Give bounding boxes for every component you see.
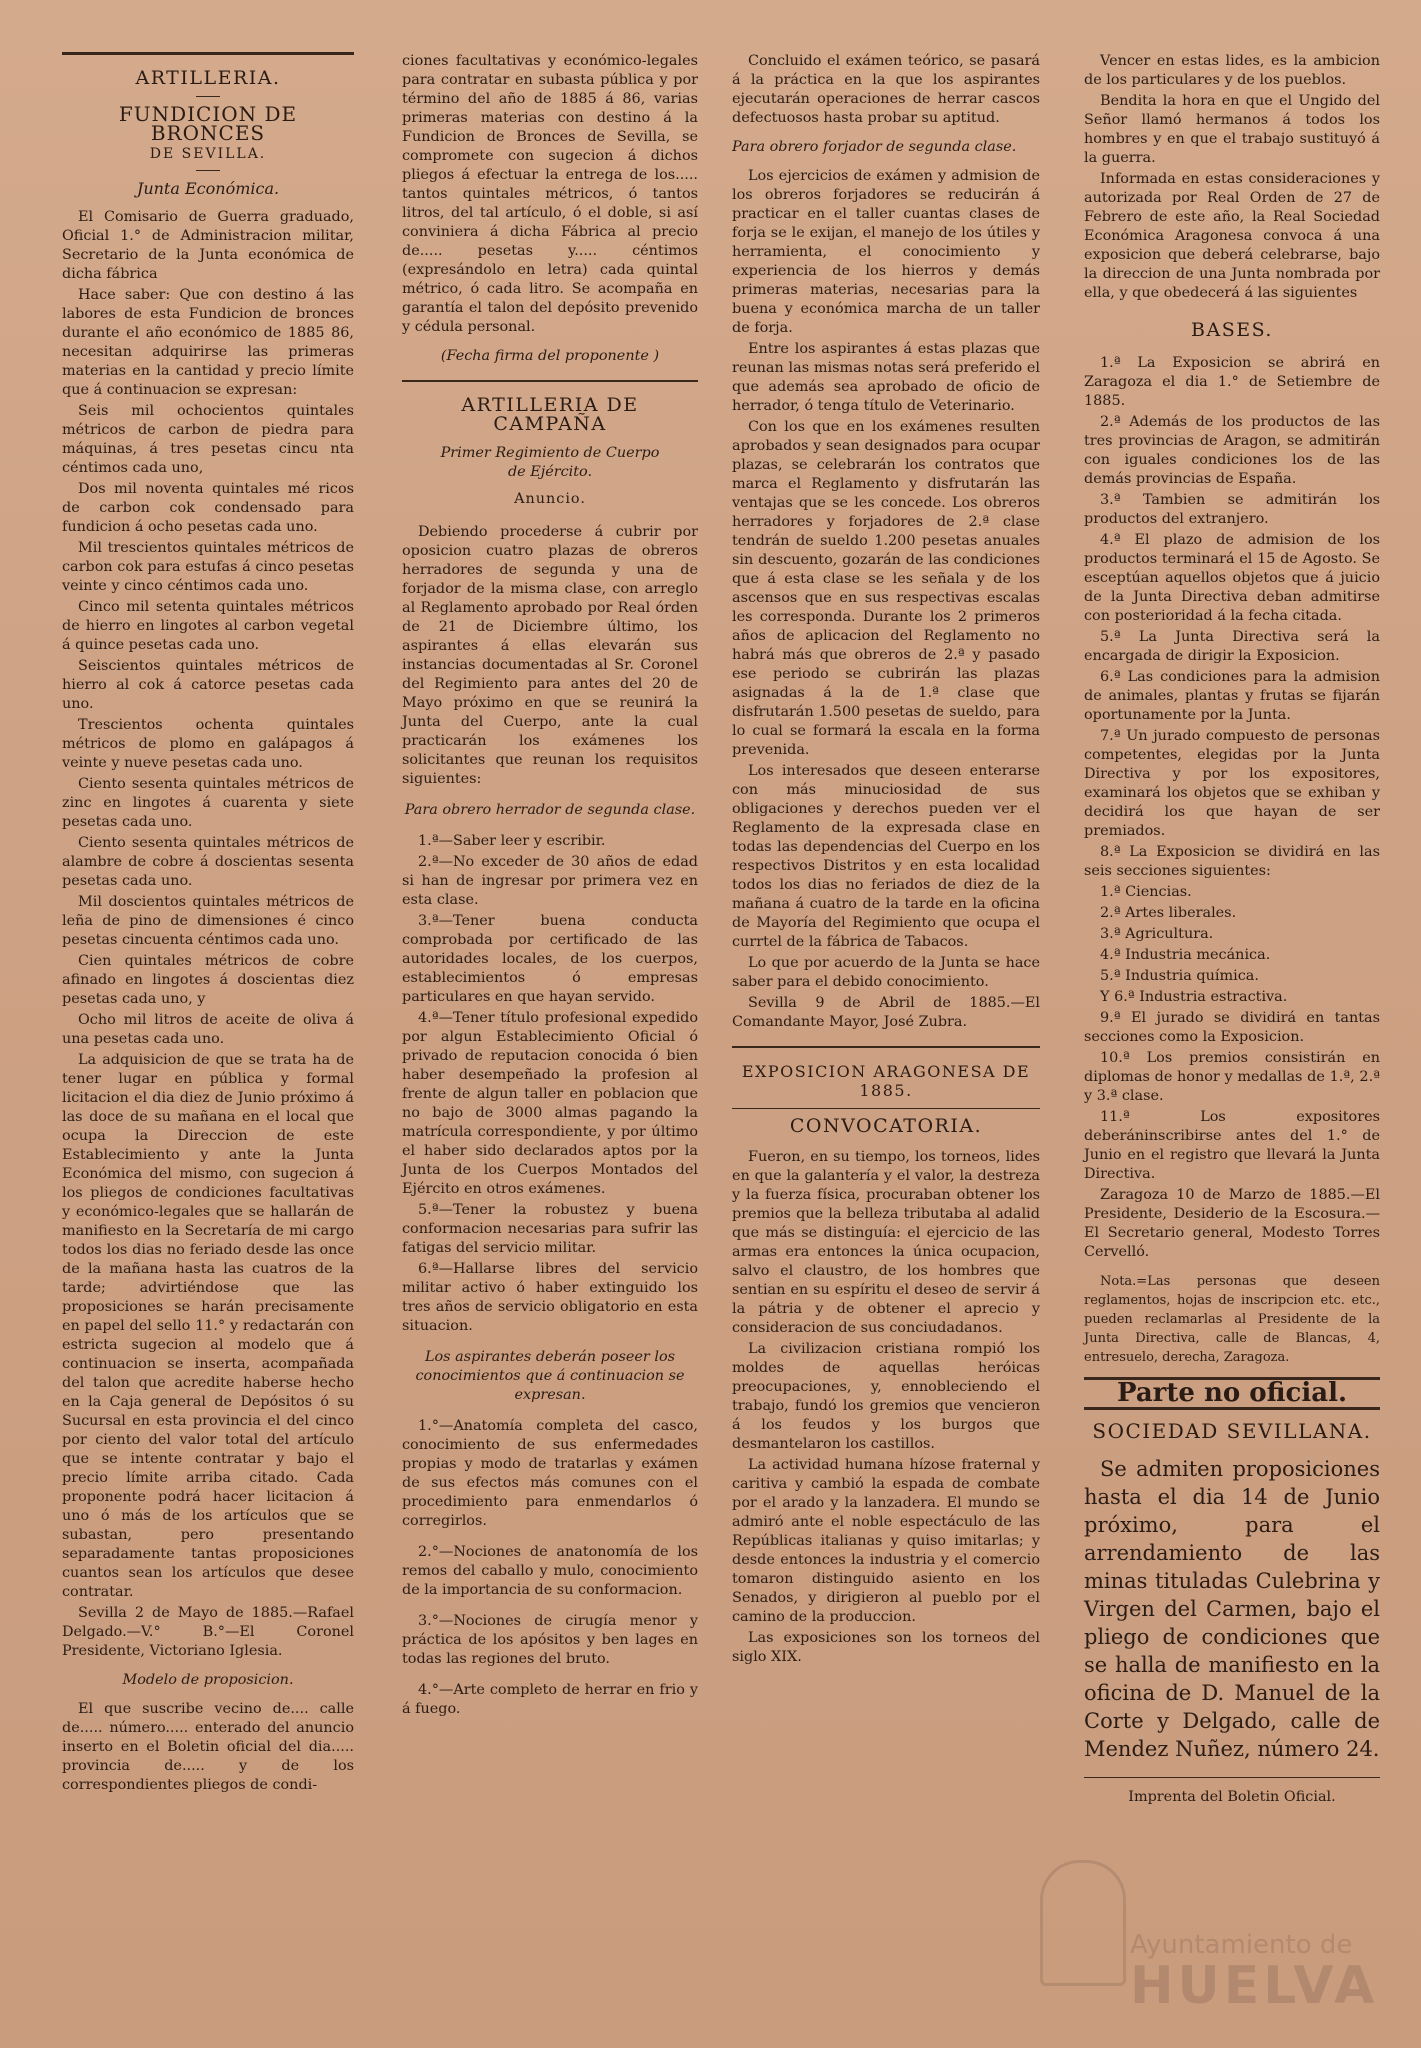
herrador-heading: Para obrero herrador de segunda clase. — [404, 802, 696, 818]
paragraph: Cinco mil setenta quintales métricos de hierro en lingotes al carbon vegetal á quince pesetas cada uno. — [62, 599, 354, 653]
column-2 — [402, 52, 698, 1731]
anuncio-intro: Debiendo procederse á cubrir por oposicion cuatro plazas de obreros herradores de segunda y una de forjador de la misma clase, con arreglo al Reglamento aprobado por Real órden de 21 de Diciembre último, los aspirantes á ellas elevarán sus instancias documentadas al Sr. Coronel del Regimiento para antes del 20 de Mayo próximo en que se reunirá la Junta del Cuerpo, ante la cual practicarán los exámenes los solicitantes que reunan los requisitos siguientes: — [402, 524, 698, 787]
junta-heading: Junta Económica. — [136, 179, 280, 198]
paragraph: 9.ª El jurado se dividirá en tantas secciones como la Exposicion. — [1084, 1010, 1380, 1045]
parte-no-oficial: Parte no oficial. — [1084, 1377, 1380, 1410]
paragraph: La adquisicion de que se trata ha de tener lugar en pública y formal licitacion el dia diez de Junio próximo á las doce de su mañana en el local que ocupa la Direccion de este Establecimiento y ante la Junta Económica del mismo, con sugecion á los pliegos de condiciones facultativas y económico-legales que se hallarán de manifiesto en la Secretaría de mi cargo todos los dias no feriado desde las once de la mañana hasta las cuatros de la tarde; advirtiéndose que las proposiciones se harán precisamente en papel del sello 11.° y redactarán con estricta sugecion al modelo que á continuacion se inserta, acompañada del talon que acredite haberse hecho en la Caja general de Depósitos ó su Sucursal en esta provincia el del cinco por ciento del valor total del artículo que se intente contratar y bajo el precio límite arriba citado. Cada proponente podrá hacer licitacion á uno ó más de los artículos que se subastan, pero presentando separadamente tantas proposiciones cuantos sean los artículos que desee contratar. — [62, 1052, 354, 1600]
forjador-heading: Para obrero forjador de segunda clase. — [732, 139, 1017, 155]
paragraph: Los ejercicios de exámen y admision de los obreros forjadores se reducirán á practicar en el taller cuantas clases de forja se le exijan, el manejo de los útiles y herramienta, el conocimiento y experiencia de los hierros y demás primeras materias, necesarias para la buena y económica marcha de un taller de forja. — [732, 168, 1040, 336]
paragraph: Informada en estas consideraciones y autorizada por Real Orden de 27 de Febrero de este año, la Real Sociedad Económica Aragonesa convoca á una exposicion que deberá celebrarse, bajo la direccion de una Junta nombrada por ella, y que obedecerá á las siguientes — [1084, 171, 1380, 301]
sociedad-text: Se admiten proposiciones hasta el dia 14 de Junio próximo, para el arrendamiento de las minas tituladas Culebrina y Virgen del Carmen, bajo el pliego de condiciones que se halla de manifiesto en la oficina de D. Manuel de la Corte y Delgado, calle de Mendez Nuñez, número 24. — [1084, 1457, 1380, 1761]
archive-watermark: Ayuntamiento de HUELVA — [1130, 1930, 1379, 2016]
paragraph: Fueron, en su tiempo, los torneos, lides en que la galantería y el valor, la destreza y la fuerza física, procuraban obtener los premios que la belleza tributaba al adalid que más se distinguía: el ejercicio de las armas era entonces la única ocupacion, salvo el claustro, de los hombres que sentian en su espíritu el deseo de servir á la pátria y de obtener el aprecio y consideracion de sus conciudadanos. — [732, 1149, 1040, 1336]
column-3 — [732, 52, 1040, 1669]
paragraph: 1.ª—Saber leer y escribir. — [418, 833, 606, 849]
paragraph: 4.ª—Tener título profesional expedido por algun Establecimiento Oficial ó privado de reputacion conocida ó bien haber desempeñado la profesion al frente de algun taller en poblacion que no bajo de 3000 almas pagando la matrícula correspondiente, y por último el haber sido declarados aptos por la Junta de los Cuerpos Montados del Ejército en otros exámenes. — [402, 1010, 698, 1197]
knowledge-heading: Los aspirantes deberán poseer los conocimientos que á continuacion se expresan. — [415, 1349, 685, 1403]
paragraph: 2.ª Además de los productos de las tres provincias de Aragon, se admitirán con iguales condiciones los de las demás provincias de España. — [1084, 414, 1380, 487]
paragraph: Hace saber: Que con destino á las labores de esta Fundicion de bronces durante el año económico de 1885 86, necesitan adquirirse las primeras materias en la cantidad y precio límite que á continuacion se expresan: — [62, 287, 354, 398]
bases-list-2 — [1084, 1009, 1380, 1262]
paragraph: El Comisario de Guerra graduado, Oficial 1.° de Administracion militar, Secretario de la Junta económica de dicha fábrica — [62, 209, 354, 282]
signature-line: (Fecha firma del proponente ) — [440, 348, 660, 364]
paragraph: 4.ª Industria mecánica. — [1100, 947, 1271, 963]
paragraph: 5.ª La Junta Directiva será la encargada de dirigir la Exposicion. — [1084, 629, 1380, 664]
model-text: El que suscribe vecino de.... calle de..... número..... enterado del anuncio inserto en el Boletin oficial del dia..... provincia de..... y de los correspondientes pliegos de condi- — [62, 1701, 354, 1793]
top-rule — [62, 52, 354, 55]
paragraph: Los interesados que deseen enterarse con más minuciosidad de sus obligaciones y derechos pueden ver el Reglamento de la expresada clase en todas las dependencias del Cuerpo en los respectivos Distritos y en esta localidad todos los dias no feriados de diez de la mañana á cuatro de la tarde en la oficina de Mayoría del Regimiento que ocupa el currtel de la fábrica de Tabacos. — [732, 763, 1040, 950]
column-4 — [1084, 52, 1380, 1809]
paragraph: Vencer en estas lides, es la ambicion de los particulares y de los pueblos. — [1084, 53, 1380, 88]
bases-list — [1084, 354, 1380, 881]
paragraph: 6.ª Las condiciones para la admision de animales, plantas y frutas se fijarán oportunamente por la Junta. — [1084, 669, 1380, 723]
paragraph: 5.ª Industria química. — [1100, 968, 1259, 984]
paragraph: La actividad humana hízose fraternal y caritiva y cambió la espada de combate por el arado y la lanzadera. El mundo se admiró ante el noble espectáculo de las Repúblicas italianas y quiso imitarlas; y desde entonces la industria y el comercio tomaron distinguido asiento en los Senados, y dirigieron al pueblo por el camino de la produccion. — [732, 1457, 1040, 1625]
paragraph: Ciento sesenta quintales métricos de zinc en lingotes á cuarenta y siete pesetas cada uno. — [62, 776, 354, 830]
paragraph: 1.ª Ciencias. — [1100, 884, 1192, 900]
exam-continuation: Concluido el exámen teórico, se pasará á la práctica en la que los aspirantes ejecutarán operaciones de herrar cascos defectuosos hasta probar su aptitud. — [732, 53, 1040, 126]
column-1 — [62, 52, 354, 1797]
paragraph: Bendita la hora en que el Ungido del Señor llamó hermanos á todos los hombres y en que el trabajo sustituyó á la guerra. — [1084, 93, 1380, 166]
paragraph: Entre los aspirantes á estas plazas que reunan las mismas notas será preferido el que además sea aprobado de oficio de herrador, ó tenga título de Veterinario. — [732, 341, 1040, 414]
exposicion-paragraphs — [732, 1148, 1040, 1667]
paragraph: Seis mil ochocientos quintales métricos de carbon de piedra para máquinas, á tres pesetas cincu nta céntimos cada uno, — [62, 403, 354, 476]
paragraph: 2.°—Nociones de anatonomía de los remos del caballo y mulo, conocimiento de la importancia de su conformacion. — [402, 1544, 698, 1598]
anuncio-heading: Anuncio. — [514, 491, 586, 507]
bases-title: BASES. — [1191, 319, 1273, 341]
sociedad-title: SOCIEDAD SEVILLANA. — [1092, 1419, 1372, 1443]
paragraph: Ocho mil litros de aceite de oliva á una pesetas cada uno. — [62, 1012, 354, 1047]
paragraph: Zaragoza 10 de Marzo de 1885.—El Presidente, Desiderio de la Escosura.—El Secretario general, Modesto Torres Cervelló. — [1084, 1187, 1380, 1260]
paragraph: 7.ª Un jurado compuesto de personas competentes, elegidas por la Junta Directiva y por los expositores, examinará los objetos que se exhiban y decidirá los que hayan de ser premiados. — [1084, 728, 1380, 839]
paragraph: 8.ª La Exposicion se dividirá en las seis secciones siguientes: — [1084, 844, 1380, 879]
col3-paragraphs — [732, 167, 1040, 1032]
paragraph: 6.ª—Hallarse libres del servicio militar activo ó haber extinguido los tres años de servicio obligatorio en esta situacion. — [402, 1261, 698, 1334]
requirements-list — [402, 832, 698, 1336]
paragraph: Mil trescientos quintales métricos de carbon cok para estufas á cinco pesetas veinte y cinco céntimos cada uno. — [62, 540, 354, 594]
convocatoria-title: CONVOCATORIA. — [789, 1115, 983, 1137]
col1-paragraphs — [62, 208, 354, 1661]
paragraph: Lo que por acuerdo de la Junta se hace saber para el debido conocimiento. — [732, 955, 1040, 990]
paragraph: Con los que en los exámenes resulten aprobados y sean designados para ocupar plazas, se celebrarán los contratos que marca el Reglamento y disfrutarán las ventajas que se les concede. Los obreros herradores y forjadores de 2.ª clase tendrán de sueldo 1.200 pesetas anuales sin descuento, gozarán de las condiciones que á esta clase se les señala y de los ascensos que en sus respectivas escalas les corresponda. Durante los 2 primeros años de aplicacion del Reglamento no habrá más que obreros de 2.ª y pasado ese periodo se cubrirán las plazas asignadas á la de 1.ª clase que disfrutarán 1.500 pesetas de sueldo, para lo cual se formará la escala en la forma prevenida. — [732, 419, 1040, 758]
paragraph: 1.ª La Exposicion se abrirá en Zaragoza el dia 1.° de Setiembre de 1885. — [1084, 355, 1380, 409]
paragraph: Las exposiciones son los torneos del siglo XIX. — [732, 1630, 1040, 1665]
paragraph: 3.ª Tambien se admitirán los productos del extranjero. — [1084, 492, 1380, 527]
paragraph: 4.°—Arte completo de herrar en frio y á fuego. — [402, 1682, 698, 1717]
paragraph: 3.ª—Tener buena conducta comprobada por certificado de las autoridades locales, de los cuerpos, establecimientos ó empresas particulares en que hayan servido. — [402, 913, 698, 1005]
model-continuation: ciones facultativas y económico-legales para contratar en subasta pública y por término del año de 1885 á 86, varias primeras materias con destino á la Fundicion de Bronces de Sevilla, se compromete con sugecion á dichos pliegos á efectuar la entrega de los..... tantos quintales métricos, ó tantos litros, del tal artículo, ó el doble, si así conviniera á dicha Fábrica al precio de..... pesetas y..... céntimos (expresándolo en letra) cada quintal métrico, ó cada litro. Se acompaña en garantía el talon del depósito prevenido y cédula personal. — [402, 53, 698, 335]
artilleria-campana-title: ARTILLERIA DE CAMPAÑA — [461, 394, 639, 435]
paragraph: 1.°—Anatomía completa del casco, conocimiento de sus enfermedades propias y modo de tratarlas y exámen de sus efectos más comunes con el procedimiento para enmendarlos ó corregirlos. — [402, 1418, 698, 1529]
paragraph: Sevilla 2 de Mayo de 1885.—Rafael Delgado.—V.° B.°—El Coronel Presidente, Victoriano Iglesia. — [62, 1605, 354, 1659]
paragraph: Mil doscientos quintales métricos de leña de pino de dimensiones é cinco pesetas cincuenta céntimos cada uno. — [62, 894, 354, 948]
model-title: Modelo de proposicion. — [122, 1672, 294, 1688]
paragraph: Cien quintales métricos de cobre afinado en lingotes á doscientas diez pesetas cada uno, y — [62, 953, 354, 1007]
paragraph: 10.ª Los premios consistirán en diplomas de honor y medallas de 1.ª, 2.ª y 3.ª clase. — [1084, 1050, 1380, 1104]
paragraph: Seiscientos quintales métricos de hierro al cok á catorce pesetas cada uno. — [62, 658, 354, 712]
fundicion-place: DE SEVILLA. — [149, 146, 267, 162]
paragraph: 11.ª Los expositores deberáninscribirse antes del 1.° de Junio en el registro que llevará la Junta Directiva. — [1084, 1109, 1380, 1182]
paragraph: 3.°—Nociones de cirugía menor y práctica de los apósitos y ben lages en todas las regiones del bruto. — [402, 1613, 698, 1667]
regiment-heading: Primer Regimiento de Cuerpo de Ejército. — [440, 445, 660, 480]
paragraph: Y 6.ª Industria estractiva. — [1100, 989, 1288, 1005]
paragraph: 2.ª Artes liberales. — [1100, 905, 1237, 921]
knowledge-list — [402, 1417, 698, 1719]
nota: Nota.=Las personas que deseen reglamentos, hojas de inscripcion etc. etc., pueden reclamarlas al Presidente de la Junta Directiva, calle de Blancas, 4, entresuelo, derecha, Zaragoza. — [1084, 1274, 1380, 1365]
paragraph: 2.ª—No exceder de 30 años de edad si han de ingresar por primera vez en esta clase. — [402, 854, 698, 908]
paragraph: 4.ª El plazo de admision de los productos terminará el 15 de Agosto. Se esceptúan aquellos objetos que á juicio de la Junta Directiva deban admitirse con posterioridad á la fecha citada. — [1084, 532, 1380, 624]
paragraph: Trescientos ochenta quintales métricos de plomo en galápagos á veinte y nueve pesetas cada uno. — [62, 717, 354, 771]
paragraph: Ciento sesenta quintales métricos de alambre de cobre á doscientas sesenta pesetas cada uno. — [62, 835, 354, 889]
paragraph: 5.ª—Tener la robustez y buena conformacion necesarias para sufrir las fatigas del servicio militar. — [402, 1202, 698, 1256]
col4-intro — [1084, 52, 1380, 303]
imprenta-line: Imprenta del Boletin Oficial. — [1128, 1789, 1336, 1805]
fundicion-title: FUNDICION DE BRONCES — [118, 102, 298, 145]
paragraph: 3.ª Agricultura. — [1100, 926, 1214, 942]
exposicion-title: EXPOSICION ARAGONESA DE 1885. — [741, 1062, 1031, 1100]
coat-of-arms-watermark — [1040, 1860, 1126, 1986]
paragraph: Sevilla 9 de Abril de 1885.—El Comandante Mayor, José Zubra. — [732, 995, 1040, 1030]
sections-list — [1084, 883, 1380, 1007]
section-title-artilleria: ARTILLERIA. — [135, 67, 281, 89]
paragraph: La civilizacion cristiana rompió los moldes de aquellas heróicas preocupaciones, y, ennobleciendo el trabajo, fundó los gremios que vencieron á los feudos y los burgos que desmantelaron los castillos. — [732, 1341, 1040, 1452]
paragraph: Dos mil noventa quintales mé ricos de carbon cok condensado para fundicion á ocho pesetas cada uno. — [62, 481, 354, 535]
